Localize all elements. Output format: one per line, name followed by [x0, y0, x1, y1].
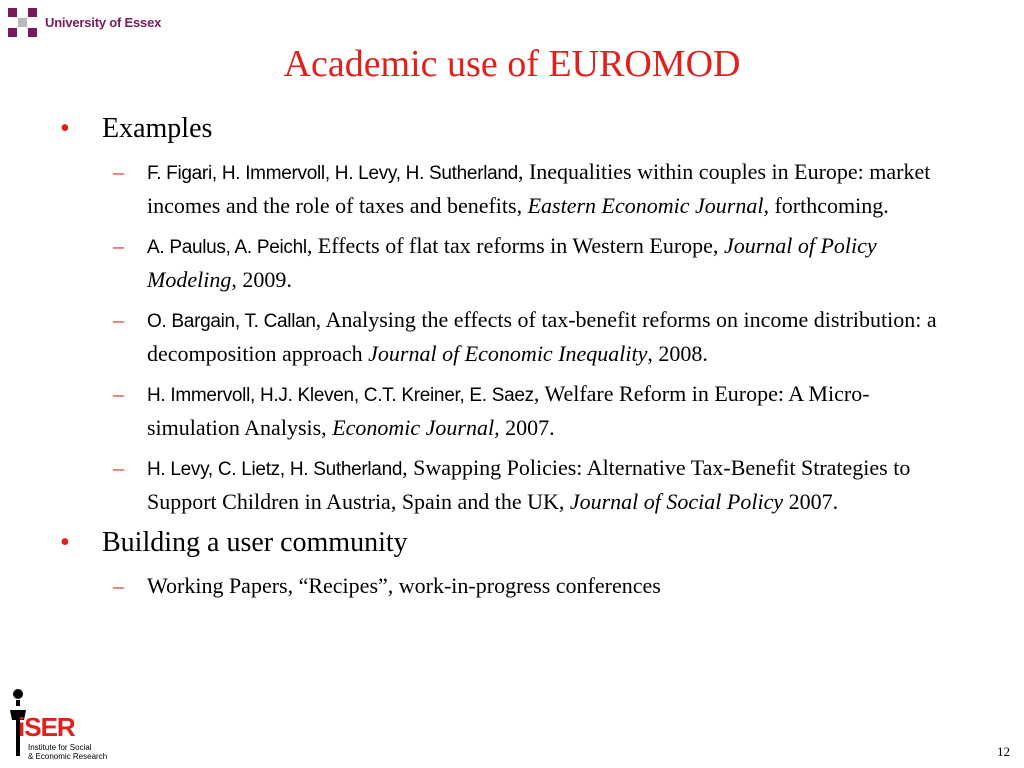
reference-journal: Journal of Economic Inequality [368, 341, 648, 366]
reference-title: Welfare Reform in Europe: A Micro-simulation Analysis, [147, 381, 870, 440]
dash-icon: – [113, 233, 124, 258]
reference-title: Effects of flat tax reforms in Western Europe, [317, 233, 724, 258]
reference-separator: , [402, 455, 414, 480]
dash-icon: – [113, 159, 124, 184]
reference-item [60, 378, 960, 444]
reference-separator: , [306, 233, 318, 258]
bullet-icon: • [60, 113, 70, 144]
reference-authors: F. Figari, H. Immervoll, H. Levy, H. Sutherland [147, 163, 518, 184]
reference-journal: Journal of Policy Modeling [147, 233, 877, 292]
reference-journal: Eastern Economic Journal, [527, 193, 769, 218]
reference-tail: 2007. [499, 415, 555, 440]
bullet-heading: Building a user community [102, 527, 408, 558]
reference-journal: Journal of Social Policy [569, 489, 784, 514]
reference-title: Analysing the effects of tax-benefit reforms on income distribution: a decomposition approach [147, 307, 937, 366]
iser-logo-text: iSER [18, 712, 75, 742]
reference-tail: , 2008. [647, 341, 708, 366]
bullet-examples [60, 112, 960, 146]
community-list [60, 570, 960, 602]
page-number: 12 [997, 744, 1010, 759]
iser-subtitle-line-2: & Economic Research [28, 752, 108, 761]
reference-title: Inequalities within couples in Europe: market incomes and the role of taxes and benefits, [147, 159, 931, 218]
dash-icon: – [113, 455, 124, 480]
iser-subtitle [28, 743, 107, 761]
bullet-heading: Examples [102, 113, 213, 144]
reference-authors: O. Bargain, T. Callan [147, 311, 316, 332]
reference-authors: H. Immervoll, H.J. Kleven, C.T. Kreiner, E. Saez [147, 385, 534, 406]
reference-authors: H. Levy, C. Lietz, H. Sutherland [147, 459, 403, 480]
reference-separator: , [315, 307, 326, 332]
university-name: University of Essex [45, 15, 162, 30]
university-logo [8, 8, 161, 37]
dash-icon: – [113, 307, 124, 332]
community-item [60, 570, 960, 602]
dash-icon: – [113, 381, 124, 406]
reference-item [60, 230, 960, 296]
slide-title: Academic use of EUROMOD [283, 43, 741, 85]
bullet-icon: • [60, 527, 70, 558]
reference-item [60, 304, 960, 370]
bullet-user-community [60, 526, 960, 560]
examples-list [60, 156, 960, 518]
slide-content [60, 112, 960, 610]
reference-tail: 2007. [783, 489, 839, 514]
reference-title: Swapping Policies: Alternative Tax-Benefit Strategies to Support Children in Austria, Spain and the UK, [147, 455, 911, 514]
community-item-text: Working Papers, “Recipes”, work-in-progress conferences [147, 573, 661, 598]
reference-tail: , 2009. [231, 267, 292, 292]
essex-logo-icon [8, 8, 37, 37]
reference-authors: A. Paulus, A. Peichl [147, 237, 307, 258]
dash-icon: – [113, 573, 124, 598]
reference-item [60, 452, 960, 518]
reference-separator: , [533, 381, 545, 406]
reference-separator: , [517, 159, 529, 184]
reference-tail: forthcoming. [768, 193, 889, 218]
reference-journal: Economic Journal, [332, 415, 500, 440]
reference-item [60, 156, 960, 222]
iser-subtitle-line-1: Institute for Social [28, 743, 92, 752]
